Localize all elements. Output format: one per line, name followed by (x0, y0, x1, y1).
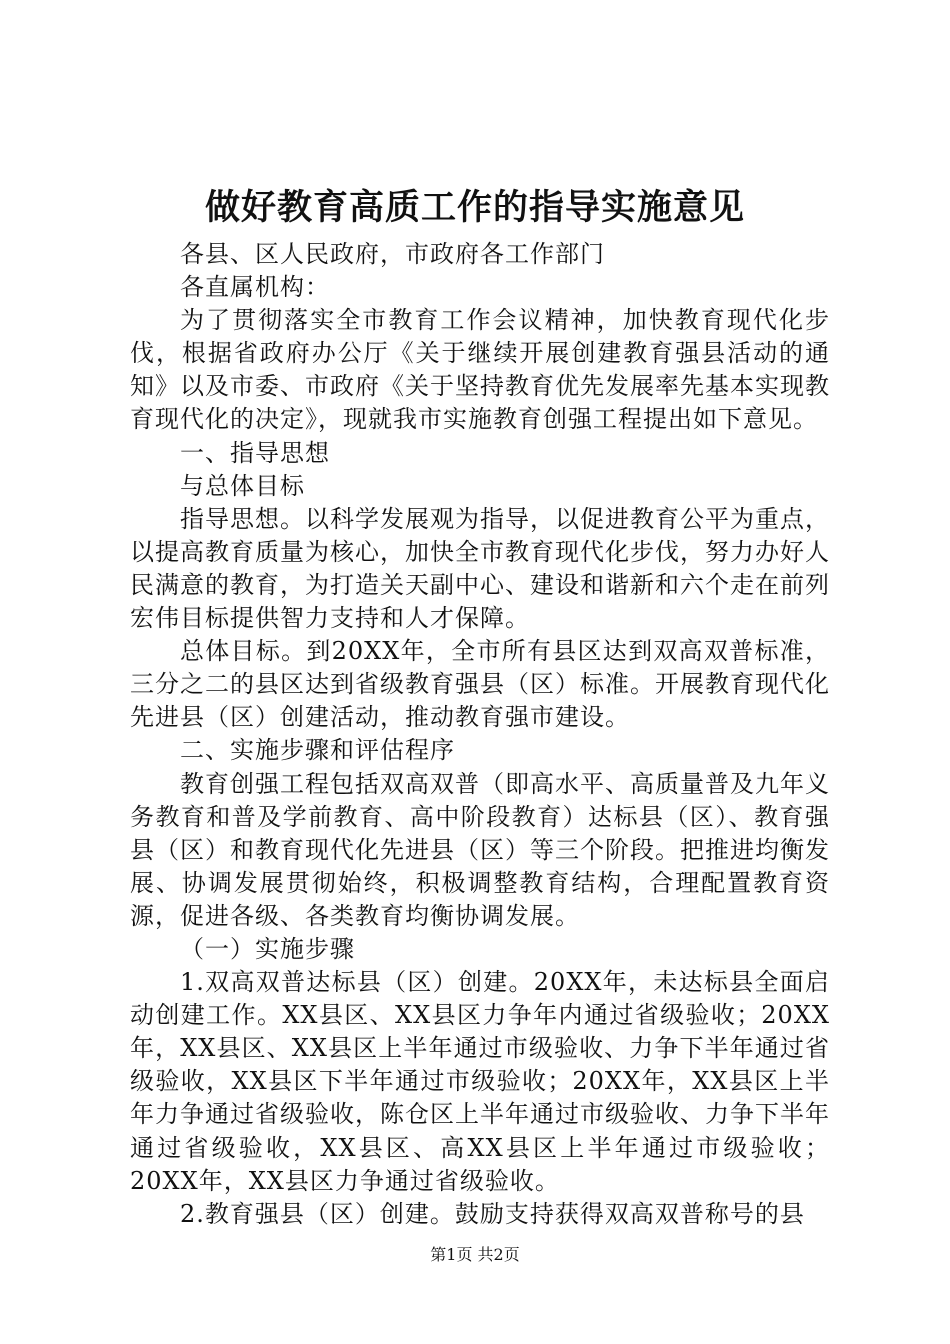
paragraph-step-1: 1.双高双普达标县（区）创建。20XX年，未达标县全面启动创建工作。XX县区、XX县区力争年内通过省级验收；20XX年，XX县区、XX县区上半年通过市级验收、力争下半年通过省级验收，XX县区下半年通过市级验收；20XX年，XX县区上半年力争通过省级验收，陈仓区上半年通过市级验收、力争下半年通过省级验收，XX县区、高XX县区上半年通过市级验收；20XX年，XX县区力争通过省级验收。 (130, 968, 830, 1195)
paragraph-overall-goal: 总体目标。到20XX年，全市所有县区达到双高双普标准，三分之二的县区达到省级教育强县（区）标准。开展教育现代化先进县（区）创建活动，推动教育强市建设。 (130, 637, 830, 732)
subsection-heading-1: （一）实施步骤 (180, 934, 355, 963)
paragraph-addressee-1: 各县、区人民政府，市政府各工作部门 (180, 240, 605, 268)
page-number-footer: 第1页 共2页 (430, 1245, 520, 1264)
paragraph-addressee-2: 各直属机构： (180, 273, 330, 302)
paragraph-guiding-thought: 指导思想。以科学发展观为指导，以促进教育公平为重点，以提高教育质量为核心，加快全市教育现代化步伐，努力办好人民满意的教育，为打造关天副中心、建设和谐新和六个走在前列宏伟目标提供智力支持和人才保障。 (130, 504, 830, 633)
section-heading-1-cont: 与总体目标 (180, 471, 305, 500)
paragraph-intro: 为了贯彻落实全市教育工作会议精神，加快教育现代化步伐，根据省政府办公厅《关于继续开展创建教育强县活动的通知》以及市委、市政府《关于坚持教育优先发展率先基本实现教育现代化的决定》，现就我市实施教育创强工程提出如下意见。 (130, 306, 830, 434)
paragraph-project-stages: 教育创强工程包括双高双普（即高水平、高质量普及九年义务教育和普及学前教育、高中阶段教育）达标县（区）、教育强县（区）和教育现代化先进县（区）等三个阶段。把推进均衡发展、协调发展贯彻始终，积极调整教育结构，合理配置教育资源，促进各级、各类教育均衡协调发展。 (130, 769, 830, 930)
paragraph-step-2: 2.教育强县（区）创建。鼓励支持获得双高双普称号的县 (180, 1199, 805, 1228)
document-title: 做好教育高质工作的指导实施意见 (204, 187, 745, 228)
section-heading-1: 一、指导思想 (180, 438, 330, 467)
document-body (130, 238, 830, 1231)
section-heading-2: 二、实施步骤和评估程序 (180, 736, 455, 765)
